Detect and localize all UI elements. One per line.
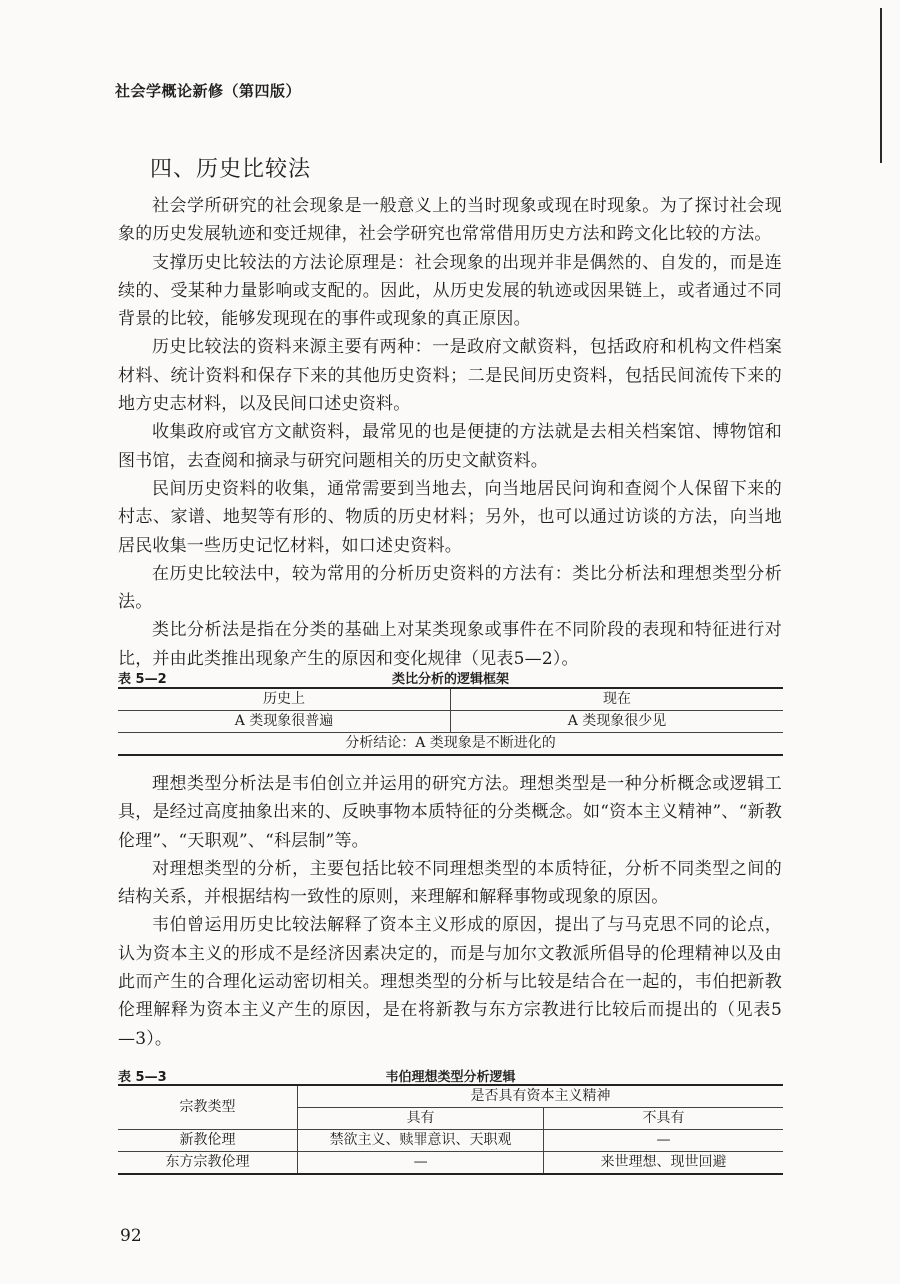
table1-caption (118, 668, 783, 686)
table-row (118, 1130, 783, 1152)
table1-cell-now: A 类现象很少见 (451, 711, 784, 733)
paragraph: 收集政府或官方文献资料，最常见的也是便捷的方法就是去相关档案馆、博物馆和图书馆，去查阅和摘录与研究问题相关的历史文献资料。 (118, 422, 782, 471)
table2-header-has: 具有 (298, 1108, 544, 1130)
table1-title: 类比分析的逻辑框架 (391, 672, 509, 687)
paragraph: 民间历史资料的收集，通常需要到当地去，向当地居民问询和查阅个人保留下来的村志、家谱、地契等有形的、物质的历史材料；另外，也可以通过访谈的方法，向当地居民收集一些历史记忆材料，如口述史资料。 (118, 478, 782, 556)
table2-number: 表 5—3 (118, 1070, 167, 1085)
table2-header-not: 不具有 (544, 1108, 783, 1130)
table2-header-capitalist-spirit: 是否具有资本主义精神 (298, 1085, 783, 1108)
table2-title: 韦伯理想类型分析逻辑 (385, 1070, 516, 1085)
table1-header-now: 现在 (451, 688, 784, 711)
page-edge-rule (880, 8, 882, 163)
section-title: 四、历史比较法 (150, 157, 312, 182)
page-number: 92 (120, 1226, 142, 1246)
table2-row2-type: 东方宗教伦理 (118, 1152, 298, 1175)
table1-cell-history: A 类现象很普遍 (118, 711, 451, 733)
table2-row1-type: 新教伦理 (118, 1130, 298, 1152)
paragraph: 在历史比较法中，较为常用的分析历史资料的方法有：类比分析法和理想类型分析法。 (118, 563, 782, 613)
table1-analogy-framework (118, 687, 783, 756)
running-head: 社会学概论新修（第四版） (115, 82, 302, 100)
table1-header-history: 历史上 (118, 688, 451, 711)
paragraph: 历史比较法的资料来源主要有两种：一是政府文献资料，包括政府和机构文件档案材料、统计资料和保存下来的其他历史资料；二是民间历史资料，包括民间流传下来的地方史志材料，以及民间口述史资料。 (118, 337, 782, 415)
table2-header-religion-type: 宗教类型 (118, 1085, 298, 1130)
table2-row1-has: 禁欲主义、赎罪意识、天职观 (298, 1130, 544, 1152)
table2-row2-has: — (298, 1152, 544, 1175)
table1-number: 表 5—2 (118, 672, 167, 687)
body-text-part1 (118, 192, 782, 673)
paragraph: 理想类型分析法是韦伯创立并运用的研究方法。理想类型是一种分析概念或逻辑工具，是经过高度抽象出来的、反映事物本质特征的分类概念。如“资本主义精神”、“新教伦理”、“天职观”、“科层制”等。 (118, 774, 782, 851)
table2-row1-not: — (544, 1130, 783, 1152)
body-text-part2 (118, 770, 782, 1053)
paragraph: 类比分析法是指在分类的基础上对某类现象或事件在不同阶段的表现和特征进行对比，并由此类推出现象产生的原因和变化规律（见表5—2）。 (118, 620, 782, 669)
table1-conclusion: 分析结论：A 类现象是不断进化的 (118, 733, 783, 756)
table2-caption (118, 1066, 783, 1084)
paragraph: 韦伯曾运用历史比较法解释了资本主义形成的原因，提出了与马克思不同的论点，认为资本主义的形成不是经济因素决定的，而是与加尔文教派所倡导的伦理精神以及由此而产生的合理化运动密切相关。理想类型的分析与比较是结合在一起的，韦伯把新教伦理解释为资本主义产生的原因，是在将新教与东方宗教进行比较后而提出的（见表5—3）。 (118, 915, 782, 1049)
table-row (118, 1152, 783, 1175)
paragraph: 社会学所研究的社会现象是一般意义上的当时现象或现在时现象。为了探讨社会现象的历史发展轨迹和变迁规律，社会学研究也常常借用历史方法和跨文化比较的方法。 (118, 196, 782, 245)
table2-weber-ideal-types (118, 1084, 783, 1175)
paragraph: 支撑历史比较法的方法论原理是：社会现象的出现并非是偶然的、自发的，而是连续的、受某种力量影响或支配的。因此，从历史发展的轨迹或因果链上，或者通过不同背景的比较，能够发现现在的事件或现象的真正原因。 (118, 252, 782, 330)
table2-row2-not: 来世理想、现世回避 (544, 1152, 783, 1175)
paragraph: 对理想类型的分析，主要包括比较不同理想类型的本质特征，分析不同类型之间的结构关系，并根据结构一致性的原则，来理解和解释事物或现象的原因。 (118, 858, 782, 908)
